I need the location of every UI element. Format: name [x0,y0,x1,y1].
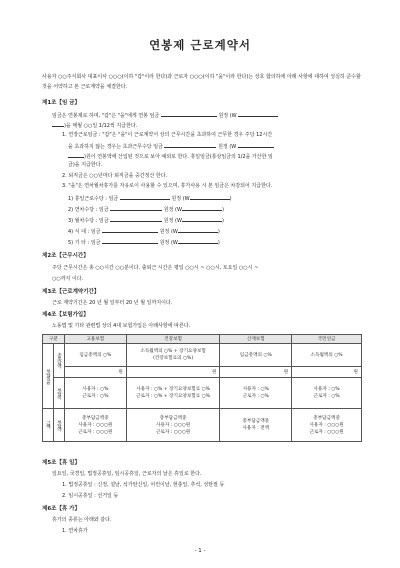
won-pension: 원 [292,367,362,378]
allowance-amount-blank [182,216,222,222]
article-5-line-2: 1. 법정공휴일 : 신정, 설날, 석가탄신일, 어린이날, 현충일, 추석, 성탄절 등 [62,482,225,488]
ratio-employment: 임금총액의 ○% [64,344,126,367]
allowance-blank [110,205,162,211]
allowance-close: ) [229,196,232,202]
page-number: - 1 - [194,548,206,554]
allowance-label: 1) 휴일근로수당 : 임금 [68,196,119,202]
salary-text: 임금은 연봉제로 하며, "갑"은 "을"에게 연봉 임금 [52,113,160,119]
won-text: 원정 (W [218,113,237,119]
allowance-label: 2) 연차수당 : 임금 [68,207,109,213]
article-2-heading: 제2조【근무시간】 [42,253,89,259]
article-6-heading: 제6조【휴 가】 [42,506,80,512]
allowance-won: 원정 [163,218,174,224]
allowance-other [68,238,220,247]
header-health: 건강보험 [126,335,220,344]
article-5-heading: 제5조【휴 일】 [42,460,80,466]
amount-label: 부담액 [53,409,64,442]
article-6-line-1: 휴가의 종류는 아래와 같다. [52,517,112,523]
allowance-blank [110,216,162,222]
header-pension: 국민연금 [292,335,362,344]
ratio-accident: 임금총액의 ○% [220,344,292,367]
article-1-heading: 제1조【임 금】 [42,100,80,106]
allowance-holiday [68,194,232,203]
header-accident: 산재보험 [220,335,292,344]
header-category: 구분 [43,335,65,344]
table-row-amount [43,409,362,442]
allowance-won: 원정 [159,240,170,246]
allowance-w: (W [182,196,190,202]
article-1-line-2 [52,121,137,130]
share-pension: 사용자 : ○% 근로자 : ○% [292,378,362,409]
article-4-line-1: 노동법 및 기타 관련법 상의 4대 보험가입은 아래사항에 따른다. [52,323,191,329]
overtime-short-blank [68,152,84,158]
allowance-close: ) [221,218,224,224]
overtime-won: 원정 (W [218,144,237,150]
article-2-line-2: ○○까지 이다. [52,276,84,282]
allowance-amount-blank [178,238,218,244]
table-header-row [43,335,362,344]
share-employment: 사용자 : ○% 근로자 : ○% [64,378,126,409]
allowance-won: 원정 [163,207,174,213]
document-title: 연봉제 근로계약서 [149,38,251,52]
allowance-monthly [68,216,224,225]
overtime-line-3 [68,152,273,161]
amount-employment: 총부담금액중 사용자 : ○○○원 근로자 : ○○○원 [64,409,126,442]
allowance-annual [68,205,224,214]
article-3-line-1: 근로 계약기간은 20 년 월 일부터 20 년 월 일까지이다. [52,300,173,306]
allowance-close: ) [221,207,224,213]
overtime-line-4: 금)을 지급한다. [68,162,103,168]
group-amount-label: 금액 [43,409,54,442]
share-accident: 사용자 : ○% 근로자 : ○% [220,378,292,409]
overtime-blank [164,142,216,148]
allowance-won: 원정 [171,196,182,202]
ratio-pension: 소득월액의 ○% [292,344,362,367]
insurance-table [42,334,362,442]
amount-pension: 총부담금액중 사용자 : ○○○원 근로자 : ○○○원 [292,409,362,442]
table-row-total-ratio [43,344,362,367]
ratio-health: 소득월액의 ○% + 장기요양보험 (건강보험료의 ○%) [126,344,220,367]
leave-line: 3. "을"은 연차월차휴가를 자유로이 사용할 수 있으며, 휴가사용 시 본 임금은 차감되어 지급한다. [62,183,273,189]
allowance-label: 5) 기 타 : 임금 [68,240,101,246]
table-row-won [43,367,362,378]
intro-paragraph: 사용자 ○○주식회사 대표이사 ○○○(이하 "갑"이라 한다)과 근로자 ○○○(이하 "을"이라 한다)는 상호 합의하에 아래 사항에 대하여 성실히 준수할 것을 서약하고 본 근로계약을 체결한다. [42,74,361,90]
amount-health: 총부담금액중 사용자 : ○○○원 근로자 : ○○○원 [126,409,220,442]
amount-accident: 총부담금액중 사용자 : 전액 [220,409,292,442]
table-row-share [43,378,362,409]
allowance-blank [102,238,158,244]
allowance-label: 3) 월차수당 : 임금 [68,218,109,224]
header-employment: 고용보험 [64,335,126,344]
allowance-w: (W [170,240,178,246]
article-5-line-1: 일요일, 국경일, 법정공휴일, 임시공휴일, 근로자의 날은 휴일로 한다. [52,471,202,477]
overtime-line-2 [68,142,274,151]
short-blank [52,121,64,127]
overtime-amount-blank [238,142,274,148]
overtime-note: )원이 연봉액에 산입된 것으로 보아 예외로 한다. 휴일임금(통상임금의 1/2을 가산한 임 [84,154,273,160]
allowance-meal [68,227,220,236]
won-health: 원 [126,367,220,378]
allowance-w: (W [170,229,178,235]
allowance-w: (W [175,218,182,224]
article-4-heading: 제4조【보험가입】 [42,312,89,318]
allowance-amount-blank [178,227,218,233]
allowance-blank [102,227,158,233]
won-employment: 원 [64,367,126,378]
article-1-line-1 [52,111,278,120]
allowance-close: ) [217,229,220,235]
allowance-w: (W [175,207,182,213]
allowance-won: 원정 [159,229,170,235]
severance-line: 2. 퇴직금은 ○○년마다 퇴직금을 중간정산 한다. [62,173,168,179]
total-ratio-label: 총부담액 [53,344,64,378]
article-2-line-1: 주당 근무시간은 총 ○○시간 ○○분이다. 출퇴근 시간은 평일 ○○시 ~ ○○시, 토요일 ○○시 ~ [52,265,259,271]
article-5-line-3: 2. 임시공휴일 : 선거일 등 [62,493,119,499]
allowance-amount-blank [182,205,222,211]
allowance-blank [120,194,170,200]
allowance-label: 4) 식 대 : 임금 [68,229,101,235]
overtime-text: 을 초과하지 않는 경우는 초과근무수당 임금 [68,144,163,150]
group-ratio-label: 부담비율 [43,344,54,409]
salary-blank [161,111,217,117]
article-6-line-2: 1. 연차휴가 [62,528,88,534]
overtime-line-1: 1. 연장근로임금 : "갑"은 "을"이 근로계약서 상의 근무시간을 초과하여 근무한 경우 주당 12시간 [62,132,273,138]
payment-text: )을 매월 ○○일 1/12씩 지급한다. [64,123,138,129]
share-health: 사용자 : ○% + 장기요양보험료 ○% 근로자 : ○% + 장기요양보험료 ○% [126,378,220,409]
salary-amount-blank [238,111,278,117]
article-3-heading: 제3조【근로계약기간】 [42,289,100,295]
share-label: 부담비 [53,378,64,409]
won-accident: 원 [220,367,292,378]
allowance-close: ) [217,240,220,246]
allowance-amount-blank [190,194,230,200]
